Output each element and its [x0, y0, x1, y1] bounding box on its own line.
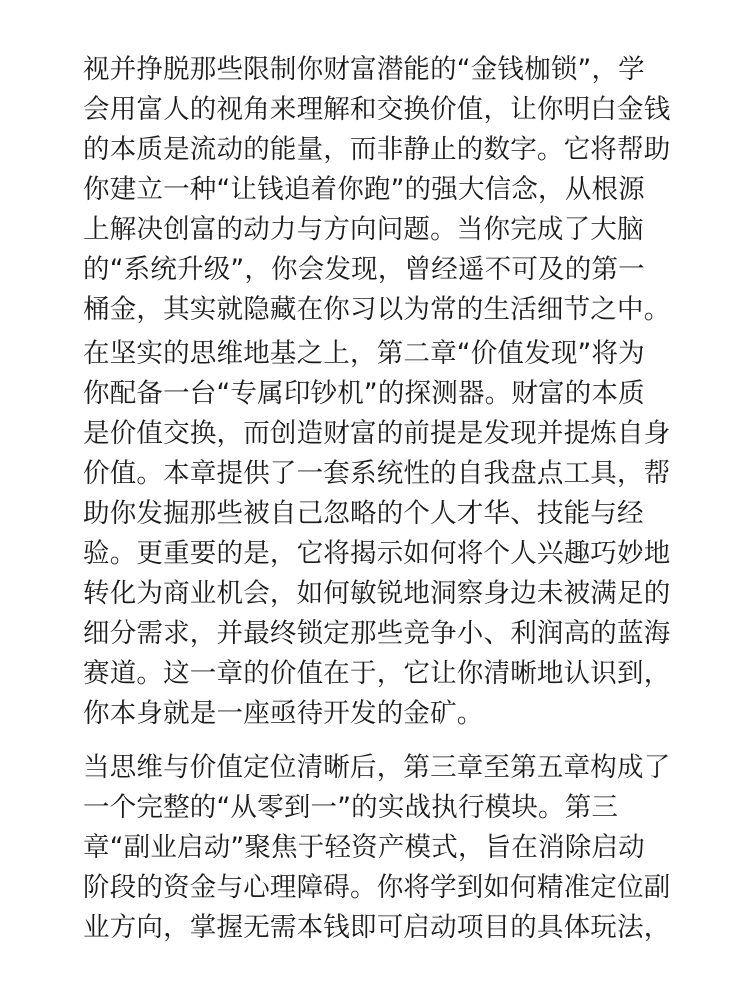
text-line: 转化为商业机会，如何敏锐地洞察身边未被满足的 [83, 578, 671, 609]
text-line: 上解决创富的动力与方向问题。当你完成了大脑 [83, 214, 644, 245]
paragraph-mindset [83, 50, 683, 330]
text-line: 验。更重要的是，它将揭示如何将个人兴趣巧妙地 [83, 538, 671, 569]
text-line: 一个完整的“从零到一”的实战执行模块。第三 [83, 792, 619, 823]
text-line: 你本身就是一座亟待开发的金矿。 [83, 698, 484, 729]
text-line: 阶段的资金与心理障碍。你将学到如何精准定位副 [83, 872, 671, 903]
text-line: 桶金，其实就隐藏在你习以为常的生活细节之中。 [83, 294, 671, 325]
text-line: 章“副业启动”聚焦于轻资产模式，旨在消除启动 [83, 832, 645, 863]
text-line: 当思维与价值定位清晰后，第三章至第五章构成了 [83, 752, 671, 783]
text-line: 助你发掘那些被自己忽略的个人才华、技能与经 [83, 498, 644, 529]
text-line: 的本质是流动的能量，而非静止的数字。它将帮助 [83, 134, 671, 165]
text-line: 你配备一台“专属印钞机”的探测器。财富的本质 [83, 378, 645, 409]
text-line: 价值。本章提供了一套系统性的自我盘点工具，帮 [83, 458, 671, 489]
text-line: 的“系统升级”，你会发现，曾经遥不可及的第一 [83, 254, 645, 285]
text-line: 赛道。这一章的价值在于，它让你清晰地认识到， [83, 658, 671, 689]
text-line: 业方向，掌握无需本钱即可启动项目的具体玩法， [83, 912, 671, 943]
text-line: 会用富人的视角来理解和交换价值，让你明白金钱 [83, 94, 671, 125]
paragraph-value-discovery [83, 334, 683, 734]
text-line: 视并挣脱那些限制你财富潜能的“金钱枷锁”，学 [83, 54, 645, 85]
text-line: 你建立一种“让钱追着你跑”的强大信念，从根源 [83, 174, 645, 205]
text-line: 是价值交换，而创造财富的前提是发现并提炼自身 [83, 418, 671, 449]
text-line: 在坚实的思维地基之上，第二章“价值发现”将为 [83, 338, 645, 369]
paragraph-execution-module [83, 748, 683, 948]
text-line: 细分需求，并最终锁定那些竞争小、利润高的蓝海 [83, 618, 671, 649]
